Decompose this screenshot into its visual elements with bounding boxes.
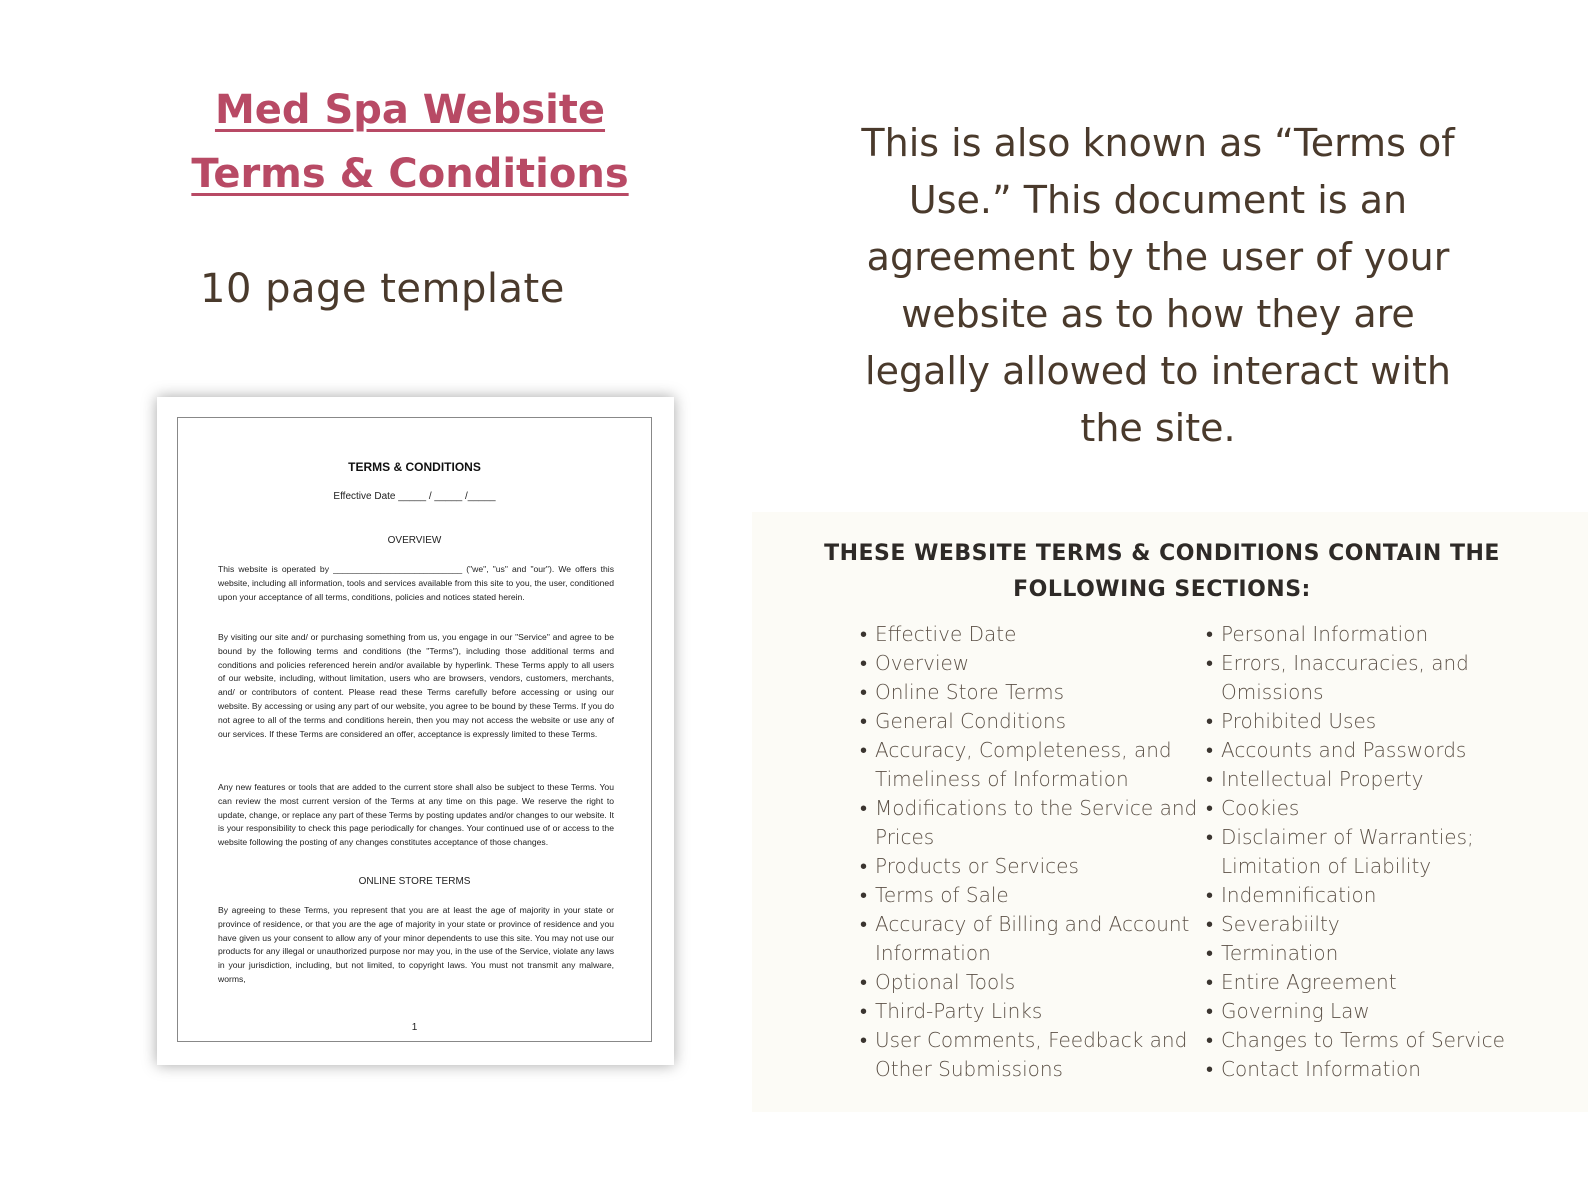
section-list-item: • Entire Agreement (1206, 968, 1536, 997)
section-list-item: • Modifications to the Service and Prices (860, 794, 1200, 852)
section-list-item: • Contact Information (1206, 1055, 1536, 1084)
effective-date-line: Effective Date _____ / _____ /_____ (333, 491, 496, 502)
document-page-frame (177, 417, 652, 1042)
section-list-item: • Online Store Terms (860, 678, 1200, 707)
document-preview (157, 397, 674, 1065)
section-list-item: • Cookies (1206, 794, 1536, 823)
section-list-item: • Optional Tools (860, 968, 1200, 997)
section-list-item: • Accuracy of Billing and Account Information (860, 910, 1200, 968)
section-list-item: • User Comments, Feedback and Other Submissions (860, 1026, 1200, 1084)
section-list-item: • Prohibited Uses (1206, 707, 1536, 736)
section-list-item: • Severabiilty (1206, 910, 1536, 939)
sections-panel (752, 512, 1588, 1112)
overview-heading: OVERVIEW (387, 535, 442, 546)
section-list-item: • Overview (860, 649, 1200, 678)
section-list-item: • Disclaimer of Warranties; Limitation of Liability (1206, 823, 1536, 881)
document-paragraph: Any new features or tools that are added to the current store shall also be subject to these Terms. You can review the most current version of the Terms at any time on this page. We reserve the right to update, change, or replace any part of these Terms by posting updates and/or changes to our website. It is your responsibility to check this page periodically for changes. Your continued use of or access to the website following the posting of any changes constitutes acceptance of those changes. (218, 782, 614, 848)
section-list-item: • Errors, Inaccuracies, and Omissions (1206, 649, 1536, 707)
section-list-item: • Termination (1206, 939, 1536, 968)
document-paragraph: By agreeing to these Terms, you represent that you are at least the age of majority in your state or province of residence, or that you are the age of majority in your state or province of residence and you have given us your consent to allow any of your minor dependents to use this site. You may not use our products for any illegal or unauthorized purpose nor may you, in the use of the Service, violate any laws in your jurisdiction, including, but not limited, to copyright laws. You must not transmit any malware, worms, (218, 905, 614, 984)
description-text: This is also known as “Terms of Use.” This document is an agreement by the user of your website as to how they are legally allowed to interact with the site. (861, 121, 1455, 450)
product-title (150, 78, 670, 206)
section-list-item: • Personal Information (1206, 620, 1536, 649)
page-number: 1 (411, 1022, 418, 1033)
section-list-item: • Products or Services (860, 852, 1200, 881)
section-list-item: • General Conditions (860, 707, 1200, 736)
section-list-item: • Accounts and Passwords (1206, 736, 1536, 765)
section-list-item: • Governing Law (1206, 997, 1536, 1026)
section-list-item: • Effective Date (860, 620, 1200, 649)
title-line-2: Terms & Conditions (191, 151, 629, 197)
section-list-item: • Third-Party Links (860, 997, 1200, 1026)
section-list-item: • Intellectual Property (1206, 765, 1536, 794)
title-line-1: Med Spa Website (214, 87, 606, 133)
sections-list-left (860, 620, 1200, 1084)
document-heading: TERMS & CONDITIONS (348, 460, 481, 474)
page-count-subtitle: 10 page template (200, 266, 565, 312)
document-paragraph: This website is operated by ___________________________ ("we", "us" and "our"). We offers this website, including all information, tools and services available from this site to you, the user, conditioned upon your acceptance of all terms, conditions, policies and notices stated herein. (218, 564, 614, 602)
online-store-heading: ONLINE STORE TERMS (358, 876, 471, 887)
section-list-item: • Changes to Terms of Service (1206, 1026, 1536, 1055)
sections-heading: THESE WEBSITE TERMS & CONDITIONS CONTAIN THE FOLLOWING SECTIONS: (824, 541, 1500, 602)
section-list-item: • Indemnification (1206, 881, 1536, 910)
section-list-item: • Accuracy, Completeness, and Timeliness of Information (860, 736, 1200, 794)
document-paragraph: By visiting our site and/ or purchasing something from us, you engage in our "Service" and agree to be bound by the following terms and conditions (the "Terms"), including those additional terms and conditions and policies referenced herein and/or available by hyperlink. These Terms apply to all users of our website, including, without limitation, users who are browsers, vendors, customers, merchants, and/ or contributors of content. Please read these Terms carefully before accessing or using our website. By accessing or using any part of our website, you agree to be bound by these Terms. If you do not agree to all of the terms and conditions herein, then you may not access the website or use any of our services. If these Terms are considered an offer, acceptance is expressly limited to these Terms. (218, 632, 614, 739)
sections-list-right (1206, 620, 1536, 1084)
section-list-item: • Terms of Sale (860, 881, 1200, 910)
